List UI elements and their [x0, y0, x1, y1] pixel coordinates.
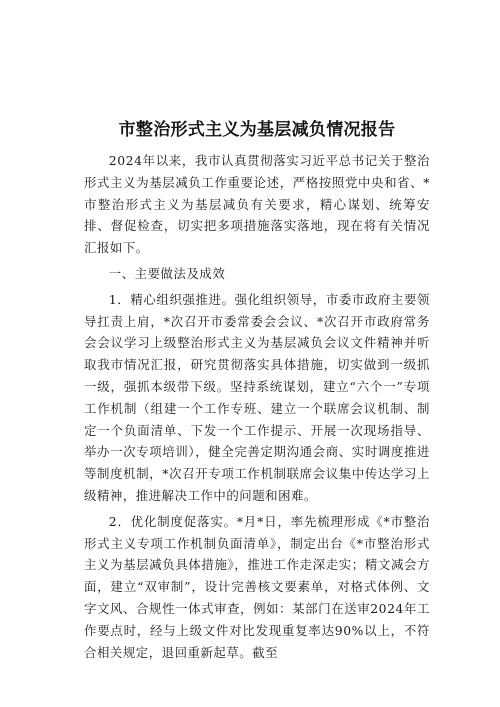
document-body — [84, 118, 430, 667]
item-paragraph-1: 1．精心组织强推进。强化组织领导，市委市政府主要领导扛责上肩，*次召开市委常委会会议、*次召开市政府常务会会议学习上级整治形式主义为基层减负会议文件精神并听取我市情况汇报，研究贯彻落实具体措施，切实做到一级抓一级，强抓本级带下级。坚持系统谋划，建立“六个一”专项工作机制（组建一个工作专班、建立一个联席会议机制、制定一个负面清单、下发一个工作提示、开展一次现场指导、举办一次专项培训），健全完善定期沟通会商、实时调度推进等制度机制，*次召开专项工作机制联席会议集中传达学习上级精神，推进解决工作中的问题和困难。 — [84, 291, 430, 503]
section-heading-1: 一、主要做法及成效 — [108, 265, 226, 281]
item-paragraph-2: 2．优化制度促落实。*月*日，率先梳理形成《*市整治形式主义专项工作机制负面清单》，制定出台《*市整治形式主义为基层减负具体措施》，推进工作走深走实；精文减会方面，建立“双审制”，设计完善核文要素单，对格式体例、文字文风、合规性一体式审查，例如：某部门在送审2024年工作要点时，经与上级文件对比发现重复率达90%以上，不符合相关规定，退回重新起草。截至 — [84, 513, 430, 660]
intro-paragraph: 2024年以来，我市认真贯彻落实习近平总书记关于整治形式主义为基层减负工作重要论述，严格按照党中央和省、*市整治形式主义为基层减负有关要求，精心谋划、统筹安排、督促检查，切实把多项措施落实落地，现在将有关情况汇报如下。 — [84, 153, 430, 256]
document-title: 市整治形式主义为基层减负情况报告 — [118, 120, 396, 140]
